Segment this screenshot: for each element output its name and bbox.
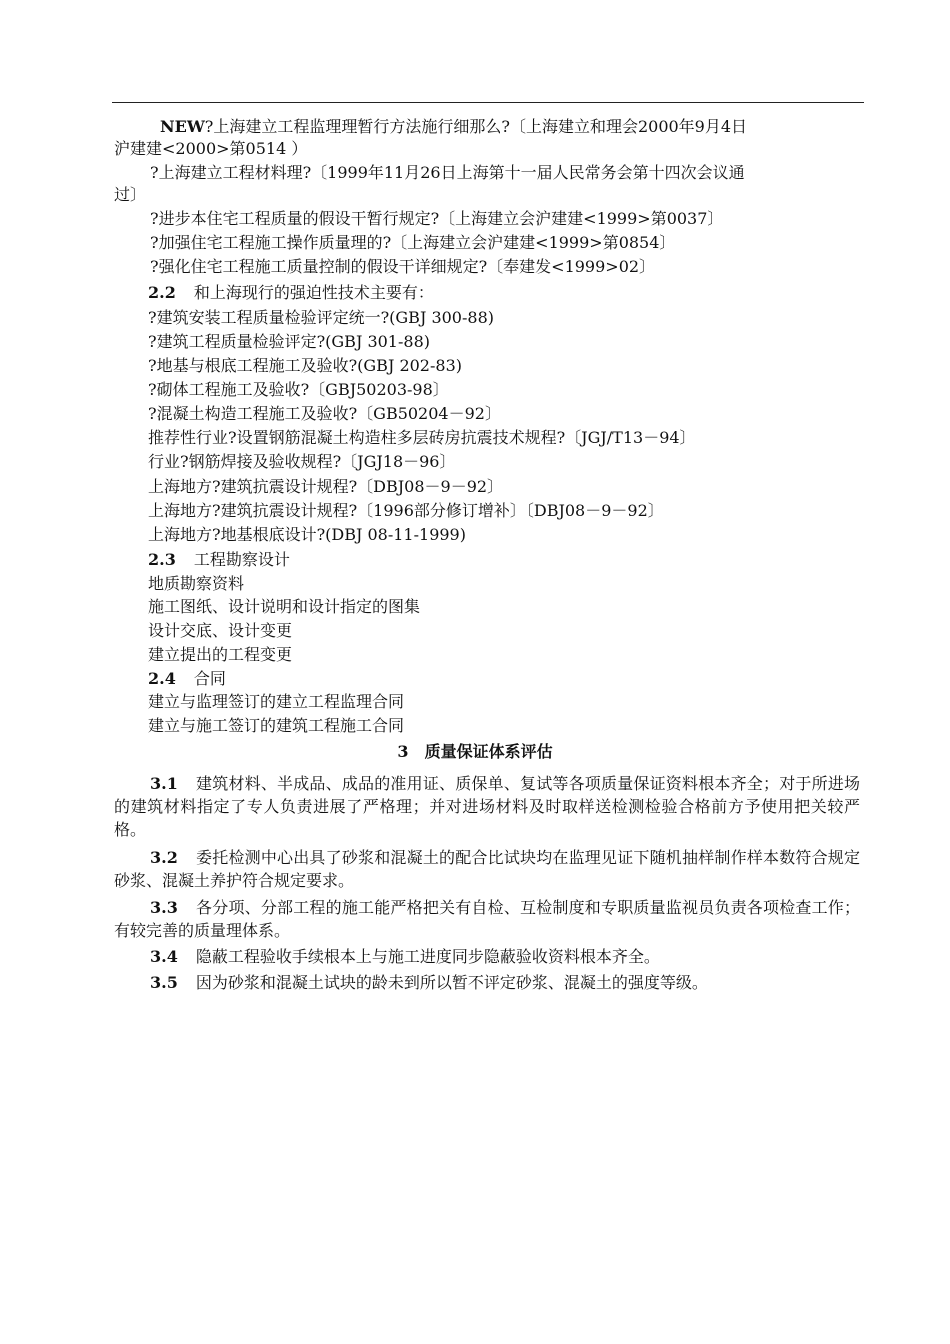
section-2-4-heading: 2.4 合同: [148, 669, 226, 688]
design-item: 建立提出的工程变更: [148, 645, 293, 664]
paragraph-3-3: 3.3 各分项、分部工程的施工能严格把关有自检、互检制度和专职质量监视员负责各项检查工作；有较完善的质量理体系。: [114, 898, 860, 940]
ref-line: ?强化住宅工程施工质量控制的假设干详细规定?〔奉建发<1999>02〕: [150, 257, 656, 276]
ref-line: NEW?上海建立工程监理理暂行方法施行细那么?〔上海建立和理会2000年9月4日: [160, 117, 748, 136]
paragraph-3-2: 3.2 委托检测中心出具了砂浆和混凝土的配合比试块均在监理见证下随机抽样制作样本数符合规定砂浆、混凝土养护符合规定要求。: [114, 848, 860, 890]
paragraph-3-1: 3.1 建筑材料、半成品、成品的准用证、质保单、复试等各项质量保证资料根本齐全；对于所进场的建筑材料指定了专人负责进展了严格理；并对进场材料及时取样送检测检验合格前方予使用把关较严格。: [114, 774, 860, 839]
standard-item: 行业?钢筋焊接及验收规程?〔JGJ18－96〕: [148, 452, 456, 471]
standard-item: ?砌体工程施工及验收?〔GBJ50203-98〕: [148, 380, 449, 399]
standard-item: ?地基与根底工程施工及验收?(GBJ 202-83): [148, 356, 462, 375]
new-marker: NEW: [160, 117, 205, 136]
ref-line: 沪建建<2000>第0514 ）: [114, 139, 308, 158]
standard-item: ?建筑工程质量检验评定?(GBJ 301-88): [148, 332, 430, 351]
design-item: 地质勘察资料: [148, 574, 245, 593]
section-2-2-heading: 2.2 和上海现行的强迫性技术主要有：: [148, 283, 434, 302]
paragraph-3-4: 3.4 隐蔽工程验收手续根本上与施工进度同步隐蔽验收资料根本齐全。: [150, 947, 660, 966]
section-3-heading: 3 质量保证体系评估: [397, 742, 553, 761]
header-rule: [112, 102, 864, 103]
standard-item: 上海地方?地基根底设计?(DBJ 08-11-1999): [148, 525, 466, 544]
section-2-3-heading: 2.3 工程勘察设计: [148, 550, 290, 569]
ref-line: 过〕: [114, 185, 147, 204]
standard-item: ?混凝土构造工程施工及验收?〔GB50204－92〕: [148, 404, 501, 423]
standard-item: 推荐性行业?设置钢筋混凝土构造柱多层砖房抗震技术规程?〔JGJ/T13－94〕: [148, 428, 696, 447]
contract-item: 建立与监理签订的建立工程监理合同: [148, 692, 405, 711]
ref-line: ?进步本住宅工程质量的假设干暂行规定?〔上海建立会沪建建<1999>第0037〕: [150, 209, 724, 228]
design-item: 施工图纸、设计说明和设计指定的图集: [148, 597, 421, 616]
ref-line: ?加强住宅工程施工操作质量理的?〔上海建立会沪建建<1999>第0854〕: [150, 233, 676, 252]
paragraph-3-5: 3.5 因为砂浆和混凝土试块的龄未到所以暂不评定砂浆、混凝土的强度等级。: [150, 973, 708, 992]
contract-item: 建立与施工签订的建筑工程施工合同: [148, 716, 405, 735]
standard-item: 上海地方?建筑抗震设计规程?〔DBJ08－9－92〕: [148, 477, 504, 496]
standard-item: 上海地方?建筑抗震设计规程?〔1996部分修订增补〕〔DBJ08－9－92〕: [148, 501, 664, 520]
standard-item: ?建筑安装工程质量检验评定统一?(GBJ 300-88): [148, 308, 494, 327]
design-item: 设计交底、设计变更: [148, 621, 293, 640]
ref-line: ?上海建立工程材料理?〔1999年11月26日上海第十一届人民常务会第十四次会议通: [150, 163, 745, 182]
